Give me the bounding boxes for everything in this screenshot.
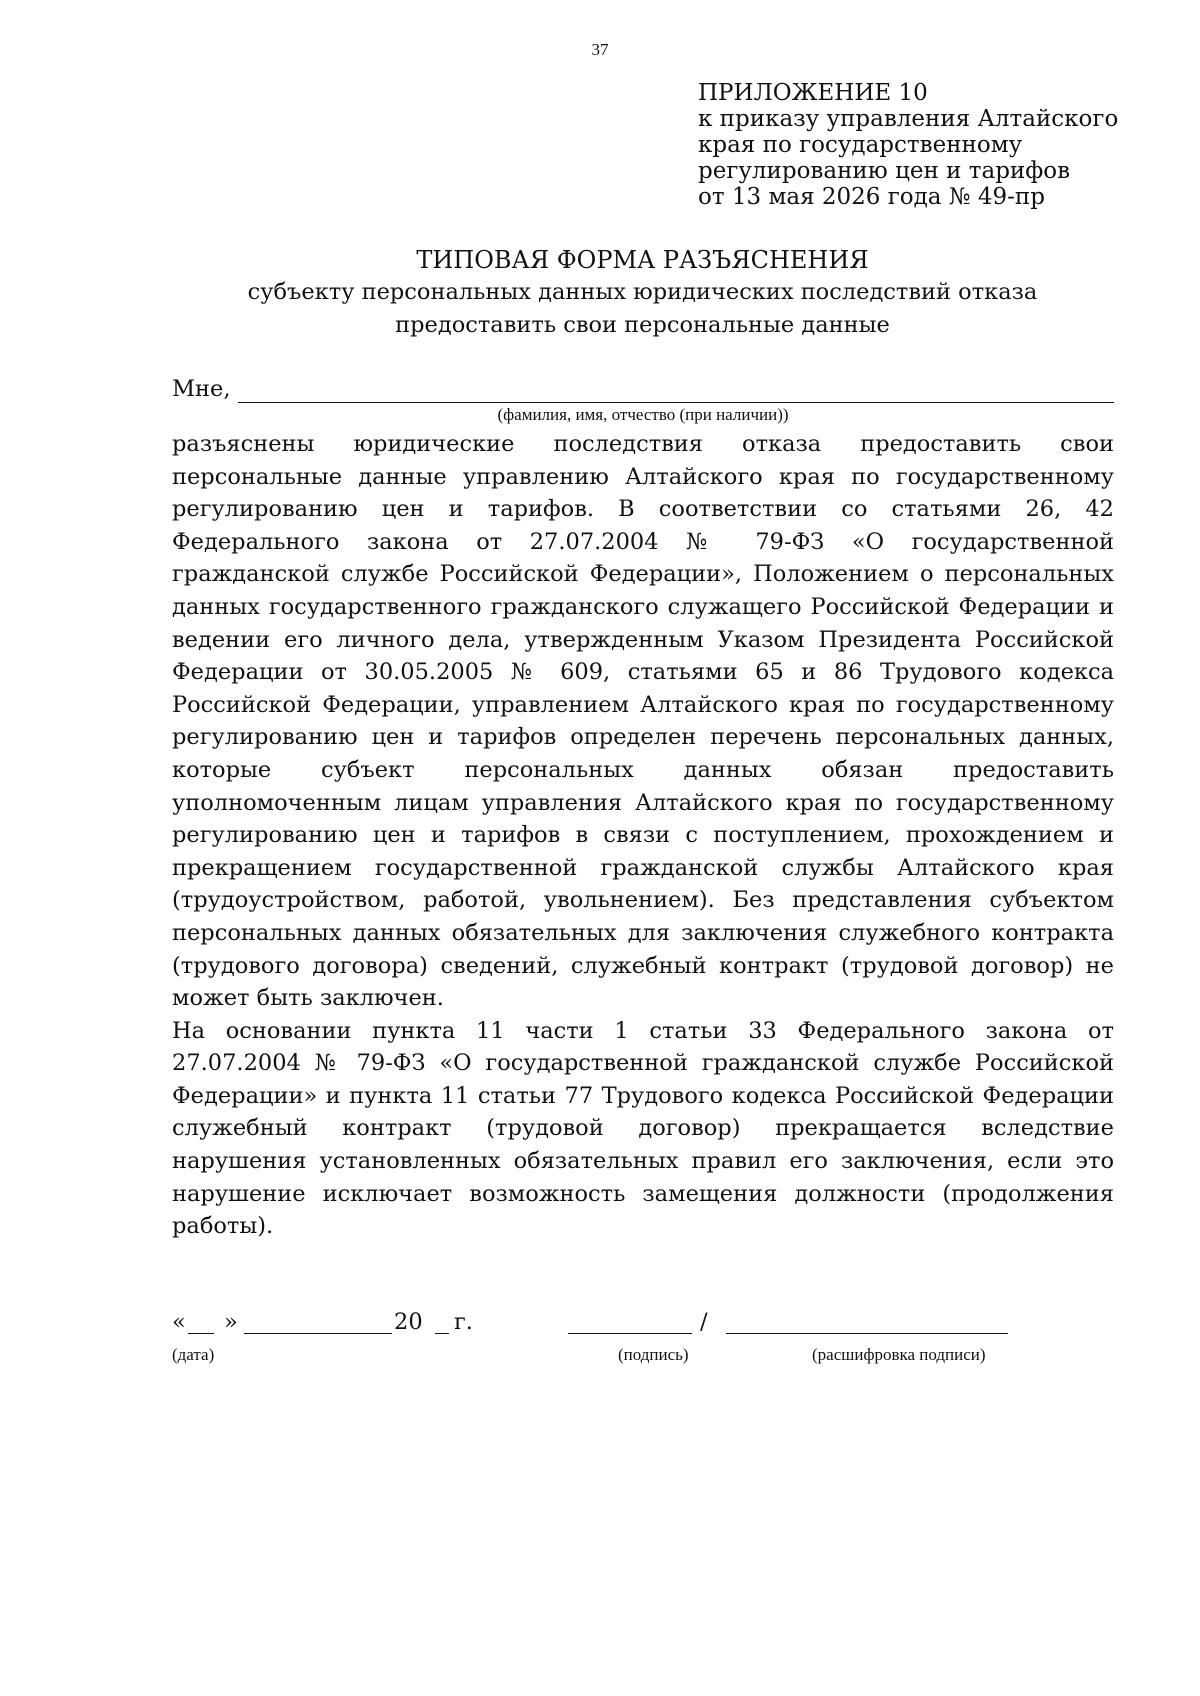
signature-row — [172, 1305, 1114, 1345]
date-year-prefix: 20 — [394, 1309, 423, 1335]
page-number: 37 — [591, 40, 609, 59]
name-label: Мне, — [172, 376, 231, 402]
date-day-line[interactable] — [188, 1333, 214, 1334]
date-year-line[interactable] — [435, 1333, 449, 1334]
appendix-line: от 13 мая 2026 года № 49-пр — [698, 184, 1045, 210]
name-field-row — [172, 372, 1114, 406]
body-text — [172, 428, 1114, 1243]
signature-decode-line[interactable] — [726, 1333, 1008, 1334]
appendix-title: ПРИЛОЖЕНИЕ 10 — [698, 80, 928, 106]
subtitle-line: субъекту персональных данных юридических последствий отказа — [247, 279, 1038, 305]
appendix-line: края по государственному — [698, 132, 1023, 158]
appendix-line: регулированию цен и тарифов — [698, 158, 1071, 184]
subtitle-line: предоставить свои персональные данные — [395, 312, 890, 338]
date-caption: (дата) — [172, 1345, 215, 1364]
signature-caption: (подпись) — [618, 1345, 689, 1364]
appendix-header — [698, 80, 1168, 210]
signature-line[interactable] — [568, 1333, 692, 1334]
body-paragraph-2: На основании пункта 11 части 1 статьи 33 Федерального закона от 27.07.2004 № 79-ФЗ «О государственной гражданской службе Российской Федерации» и пункта 11 статьи 77 Трудового кодекса Российской Федерации служебный контракт (трудовой договор) прекращается вследствие нарушения установленных обязательных правил его заключения, если это нарушение исключает возможность замещения должности (продолжения работы). — [172, 1017, 1114, 1240]
date-year-suffix: г. — [454, 1309, 473, 1335]
document-subtitle — [170, 276, 1115, 342]
body-paragraph-1: разъяснены юридические последствия отказа предоставить свои персональные данные управлению Алтайского края по государственному регулированию цен и тарифов. В соответствии со статьями 26, 42 Федерального закона от 27.07.2004 № 79-ФЗ «О государственной гражданской службе Российской Федерации», Положением о персональных данных государственного гражданского служащего Российской Федерации и ведении его личного дела, утвержденным Указом Президента Российской Федерации от 30.05.2005 № 609, статьями 65 и 86 Трудового кодекса Российской Федерации, управлением Алтайского края по государственному регулированию цен и тарифов определен перечень персональных данных, которые субъект персональных данных обязан предоставить уполномоченным лицам управления Алтайского края по государственному регулированию цен и тарифов в связи с поступлением, прохождением и прекращением государственной гражданской службы Алтайского края (трудоустройством, работой, увольнением). Без представления субъектом персональных данных обязательных для заключения служебного контракта (трудового договора) сведений, служебный контракт (трудовой договор) не может быть заключен. — [172, 431, 1114, 1012]
date-quote-open: « — [172, 1309, 186, 1335]
date-quote-close: » — [224, 1309, 238, 1335]
date-month-line[interactable] — [244, 1333, 392, 1334]
name-caption: (фамилия, имя, отчество (при наличии)) — [497, 405, 789, 424]
name-input-line[interactable] — [238, 402, 1114, 403]
signature-decode-caption: (расшифровка подписи) — [812, 1345, 986, 1364]
signature-slash: / — [700, 1309, 708, 1335]
appendix-line: к приказу управления Алтайского — [698, 106, 1119, 132]
document-title: ТИПОВАЯ ФОРМА РАЗЪЯСНЕНИЯ — [416, 246, 869, 274]
